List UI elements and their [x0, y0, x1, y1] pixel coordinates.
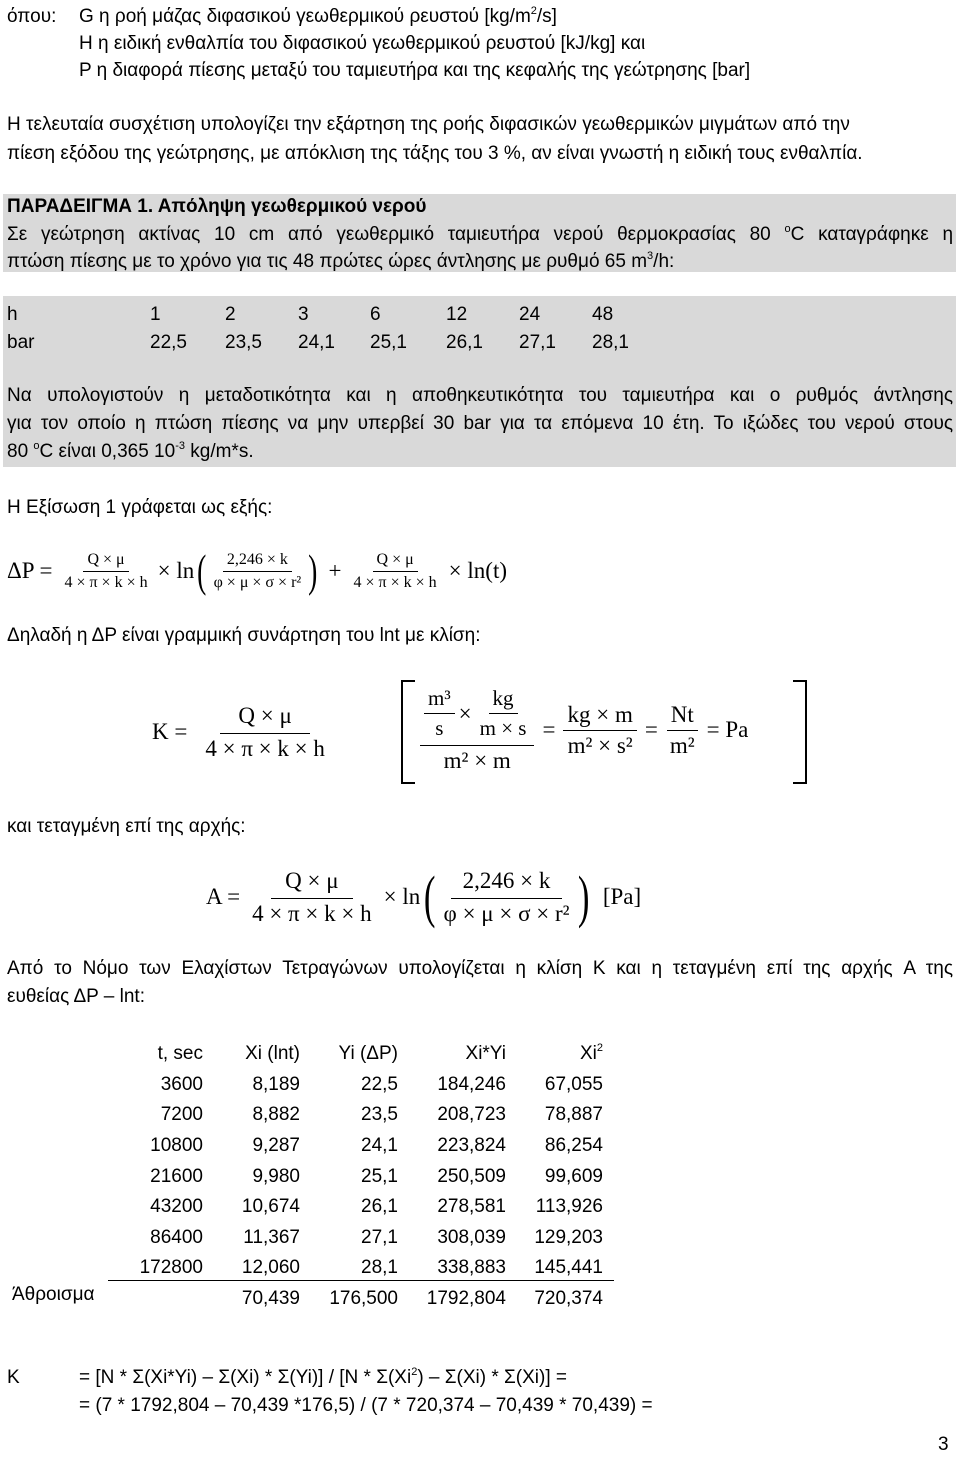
table-header: Xi$^2$ [579, 1042, 603, 1065]
table-cell: 8,882 [252, 1104, 300, 1126]
example-line2: πτώση πίεσης με το χρόνο για τις 48 πρώτες ώρες άντλησης με ρυθμό 65 $m^3/h$: [7, 250, 675, 272]
slope-intro: Δηλαδή η ΔP είναι γραμμική συνάρτηση του lnt με κλίση: [7, 625, 481, 646]
table-cell: 22,5 [361, 1073, 398, 1095]
units-expression: $\frac{\text{m³}}{s}$ × $\frac{kg}{m \times s}$ m² × m = $\frac{kg \times m}{\text{m² × s²}}$ = $\frac{Nt}{\text{m²}}$ = Pa [420, 678, 748, 782]
table-sum-row [110, 1284, 603, 1315]
kcalc-label: K [7, 1367, 20, 1388]
bar-value: 22,5 [150, 332, 187, 353]
units-frac3: $\frac{Nt}{\text{m²}}$ [666, 702, 699, 759]
table-cell: 43200 [150, 1196, 203, 1218]
eqA-unit: [Pa] [602, 884, 642, 909]
equation-a: A = $\frac{Q \times \mu}{4 \times \pi \times k \times h}$ × ln ( $\frac{2,246 \times k}{\text{φ × μ × σ × r²}}$ ) [Pa] [206, 864, 642, 929]
h-value: 6 [370, 304, 381, 325]
example-title: ΠΑΡΑΔΕΙΓΜΑ 1. Απόληψη γεωθερμικού νερού [7, 196, 427, 217]
eq1-frac3: $\frac{Q \times \mu}{4 \times \pi \times k \times h}$ [353, 550, 437, 591]
table-sum: 176,500 [329, 1288, 398, 1310]
least-squares-table [110, 1039, 603, 1314]
eq1-lhs: ΔP = [7, 558, 53, 583]
bar-label: bar [7, 332, 35, 353]
eqA-frac1: $\frac{Q \times \mu}{4 \times \pi \times k \times h}$ [252, 867, 372, 926]
table-header: Xi (lnt) [245, 1043, 300, 1065]
table-sum: 1792,804 [426, 1288, 506, 1310]
eqA-lhs: A = [206, 884, 241, 909]
table-row [110, 1131, 603, 1162]
kcalc-line1: = [N * Σ(Xi*Yi) – Σ(Xi) * Σ(Yi)] / [N * Σ(Xi$^2$) – Σ(Xi) * Σ(Xi)] = [79, 1366, 567, 1388]
eq1-times-ln: × ln [157, 558, 195, 583]
table-cell: 12,060 [241, 1257, 300, 1279]
table-sum: 720,374 [534, 1288, 603, 1310]
question-line2: για τον οποίο η πτώση πίεσης να μην υπερβεί 30 bar για τα επόμενα 10 έτη. Το ιξώδες του νερού στους [7, 413, 953, 434]
units-frac2: $\frac{kg \times m}{\text{m² × s²}}$ [563, 702, 636, 759]
table-header-row [110, 1039, 603, 1070]
eq1-tail: × ln(t) [448, 558, 507, 583]
table-cell: 23,5 [361, 1104, 398, 1126]
eqK-frac: $\frac{Q \times \mu}{4 \times \pi \times k \times h}$ [205, 702, 325, 761]
ls-line1: Από το Νόμο των Ελαχίστων Τετραγώνων υπολογίζεται η κλίση K και η τεταγμένη επί της αρχής A της [7, 958, 953, 979]
table-cell: 10,674 [241, 1196, 300, 1218]
h-value: 48 [592, 304, 614, 325]
h-value: 24 [519, 304, 541, 325]
table-cell: 24,1 [361, 1135, 398, 1157]
table-cell: 3600 [160, 1073, 203, 1095]
table-cell: 10800 [150, 1135, 203, 1157]
right-bracket [793, 680, 807, 784]
def-G: G η ροή μάζας διφασικού γεωθερμικού ρευστού $[kg/m^2/s]$ [79, 5, 557, 27]
eq1-plus: + [328, 558, 342, 583]
table-cell: 86400 [150, 1226, 203, 1248]
table-cell: 250,509 [437, 1165, 506, 1187]
table-cell: 25,1 [361, 1165, 398, 1187]
para1-line1: Η τελευταία συσχέτιση υπολογίζει την εξάρτηση της ροής διφασικών γεωθερμικών μιγμάτων από την [7, 114, 850, 135]
table-cell: 27,1 [361, 1226, 398, 1248]
table-cell: 338,883 [437, 1257, 506, 1279]
example-line1: Σε γεώτρηση ακτίνας 10 cm από γεωθερμικό ταμιευτήρα νερού θερμοκρασίας 80 $^o$C καταγράφηκε η [7, 223, 954, 245]
intercept-intro: και τεταγμένη επί της αρχής: [7, 816, 246, 837]
table-cell: 184,246 [437, 1073, 506, 1095]
table-cell: 278,581 [437, 1196, 506, 1218]
ls-line2: ευθείας ΔP – lnt: [7, 986, 145, 1007]
bar-value: 26,1 [446, 332, 483, 353]
eqK-lhs: K = [152, 719, 188, 744]
eq1-frac2: $\frac{2,246 \times k}{\text{φ × μ × σ × r²}}$ [213, 550, 302, 591]
bar-value: 23,5 [225, 332, 262, 353]
table-cell: 308,039 [437, 1226, 506, 1248]
para1-line2: πίεση εξόδου της γεώτρησης, με απόκλιση της τάξης του 3 %, αν είναι γνωστή η ειδική τους ενθαλπία. [7, 143, 863, 164]
table-cell: 78,887 [544, 1104, 603, 1126]
kcalc-line2: = (7 * 1792,804 – 70,439 *176,5) / (7 * 720,374 – 70,439 * 70,439) = [79, 1395, 653, 1416]
table-sum: 70,439 [241, 1288, 300, 1310]
table-cell: 28,1 [361, 1257, 398, 1279]
table-cell: 208,723 [437, 1104, 506, 1126]
h-value: 3 [298, 304, 309, 325]
eq-intro: Η Εξίσωση 1 γράφεται ως εξής: [7, 497, 273, 518]
bar-value: 25,1 [370, 332, 407, 353]
table-cell: 145,441 [534, 1257, 603, 1279]
table-sum-divider [108, 1280, 614, 1281]
table-sum-label: Άθροισμα [12, 1284, 95, 1305]
table-cell: 9,980 [252, 1165, 300, 1187]
table-row [110, 1070, 603, 1101]
table-header: Yi (ΔP) [338, 1043, 398, 1065]
defs-label: όπου: [7, 6, 57, 27]
table-cell: 172800 [139, 1257, 203, 1279]
equation-k [152, 702, 329, 761]
h-label: h [7, 304, 18, 325]
table-row [110, 1161, 603, 1192]
table-row [110, 1223, 603, 1254]
table-cell: 67,055 [544, 1073, 603, 1095]
units-frac1: $\frac{\text{m³}}{s}$ × $\frac{kg}{m \times s}$ m² × m [420, 686, 534, 774]
bar-value: 24,1 [298, 332, 335, 353]
page-number: 3 [938, 1434, 949, 1455]
table-cell: 99,609 [544, 1165, 603, 1187]
table-cell: 223,824 [437, 1135, 506, 1157]
bar-value: 28,1 [592, 332, 629, 353]
eqA-times-ln: × ln [383, 884, 421, 909]
table-header: Xi*Yi [465, 1043, 506, 1065]
table-row [110, 1100, 603, 1131]
table-cell: 7200 [160, 1104, 203, 1126]
h-value: 1 [150, 304, 161, 325]
question-line3: 80 $^o$C είναι 0,365 $10^{-3}$ kg/m*s. [7, 440, 254, 462]
equation-delta-p: ΔP = $\frac{Q \times \mu}{4 \times \pi \times k \times h}$ × ln ( $\frac{2,246 \times k}{\text{φ × μ × σ × r²}}$ ) + $\frac{Q \times \mu}{4 \times \pi \times k \times h}$ × ln(t) [7, 545, 507, 596]
table-cell: 11,367 [243, 1226, 300, 1248]
eq1-frac1: $\frac{Q \times \mu}{4 \times \pi \times k \times h}$ [64, 550, 148, 591]
def-P: P η διαφορά πίεσης μεταξύ του ταμιευτήρα και της κεφαλής της γεώτρησης [bar] [79, 60, 751, 81]
bar-value: 27,1 [519, 332, 556, 353]
table-row [110, 1192, 603, 1223]
table-cell: 129,203 [534, 1226, 603, 1248]
h-value: 2 [225, 304, 236, 325]
table-cell: 8,189 [252, 1073, 300, 1095]
question-line1: Να υπολογιστούν η μεταδοτικότητα και η αποθηκευτικότητα του ταμιευτήρα και ο ρυθμός άντλησης [7, 385, 953, 406]
table-cell: 86,254 [544, 1135, 603, 1157]
eqA-frac2: $\frac{2,246 \times k}{\text{φ × μ × σ × r²}}$ [443, 867, 570, 926]
table-header: t, sec [157, 1043, 203, 1065]
h-value: 12 [446, 304, 468, 325]
table-cell: 26,1 [361, 1196, 398, 1218]
table-cell: 113,926 [535, 1196, 603, 1218]
table-cell: 9,287 [252, 1135, 300, 1157]
table-cell: 21600 [150, 1165, 203, 1187]
left-bracket [401, 680, 415, 784]
def-H: H η ειδική ενθαλπία του διφασικού γεωθερμικού ρευστού [kJ/kg] και [79, 33, 646, 54]
